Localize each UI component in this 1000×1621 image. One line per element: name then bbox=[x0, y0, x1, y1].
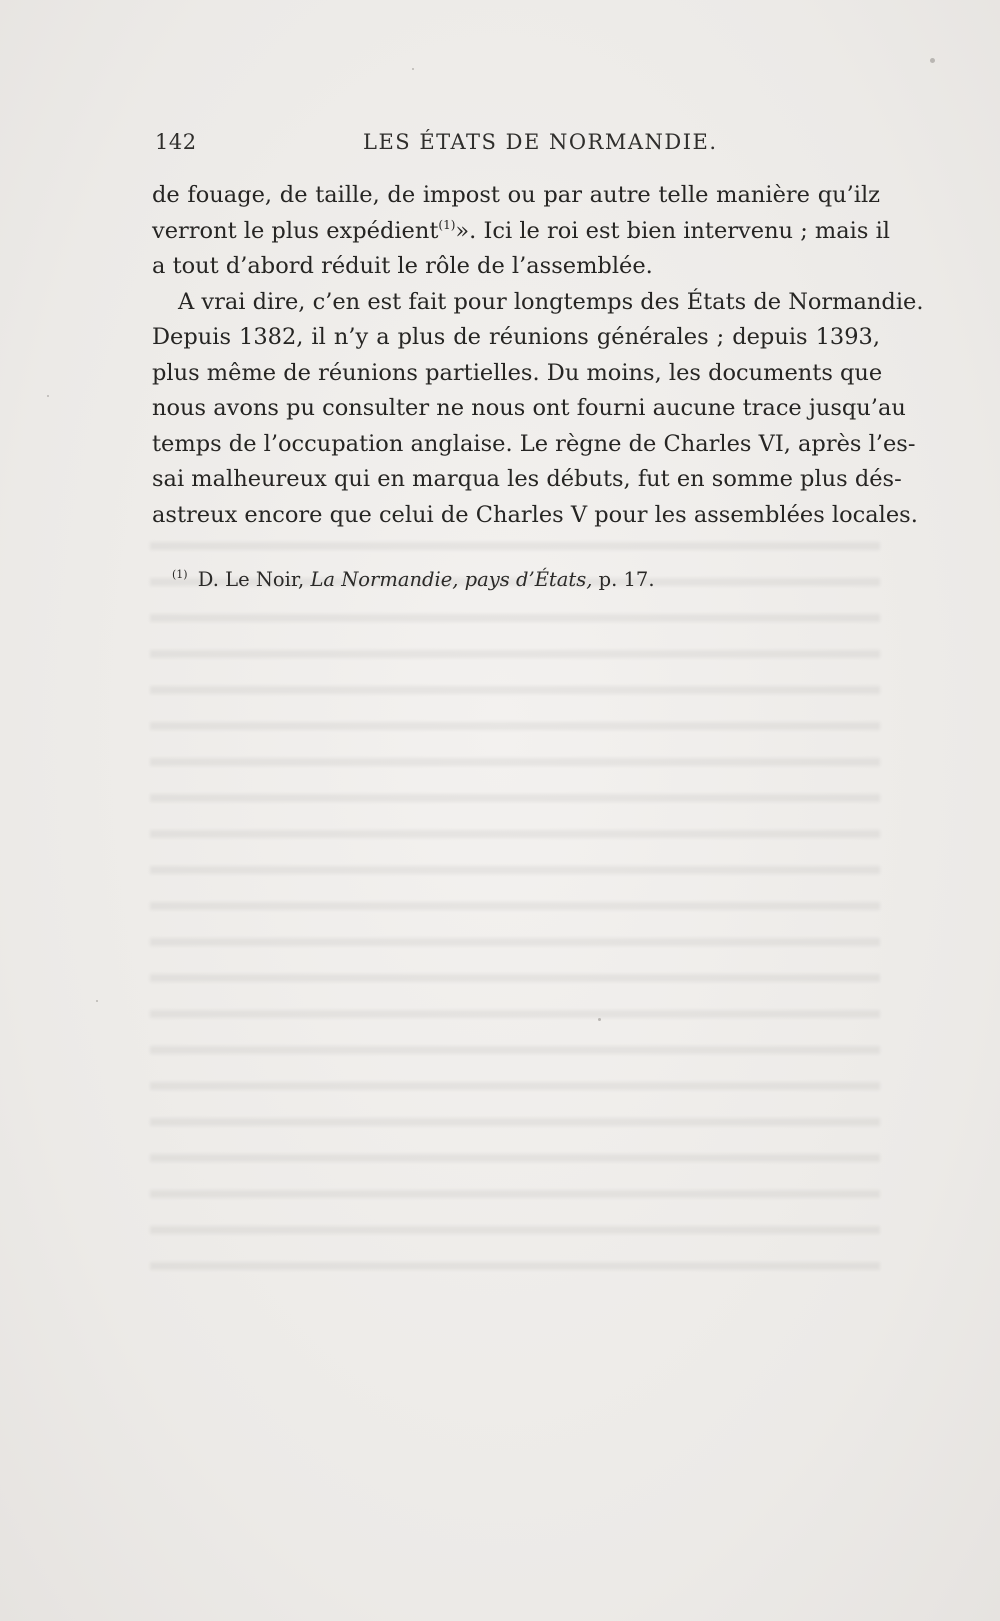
paper-speck bbox=[598, 1018, 601, 1021]
footnote-page: p. 17. bbox=[598, 568, 655, 591]
text-line: de fouage, de taille, de impost ou par autre telle manière qu’ilz bbox=[152, 182, 880, 208]
footnote-reference: (1) bbox=[438, 217, 456, 232]
paper-speck bbox=[930, 58, 935, 63]
show-through-text bbox=[150, 520, 880, 1280]
paper-speck bbox=[47, 395, 49, 397]
text-fragment: verront le plus expédient bbox=[152, 217, 439, 244]
text-line: A vrai dire, c’en est fait pour longtemps des États de Normandie. bbox=[178, 288, 924, 315]
footnote bbox=[172, 568, 872, 591]
running-title: LES ÉTATS DE NORMANDIE. bbox=[363, 130, 718, 154]
text-line bbox=[152, 214, 890, 250]
text-line: sai malheureux qui en marqua les débuts, fut en somme plus dés- bbox=[152, 466, 902, 492]
text-fragment: ». Ici le roi est bien intervenu ; mais il bbox=[455, 217, 890, 244]
text-line: astreux encore que celui de Charles V pour les assemblées locales. bbox=[152, 501, 918, 528]
text-line: temps de l’occupation anglaise. Le règne de Charles VI, après l’es- bbox=[152, 430, 916, 457]
footnote-author: D. Le Noir, bbox=[197, 568, 305, 591]
text-line: nous avons pu consulter ne nous ont fourni aucune trace jusqu’au bbox=[152, 395, 906, 421]
text-line: Depuis 1382, il n’y a plus de réunions générales ; depuis 1393, bbox=[152, 324, 880, 350]
footnote-mark: (1) bbox=[172, 568, 188, 581]
page-header bbox=[155, 130, 875, 162]
text-line: plus même de réunions partielles. Du moins, les documents que bbox=[152, 359, 883, 386]
paper-speck bbox=[96, 1000, 98, 1002]
text-line: a tout d’abord réduit le rôle de l’assemblée. bbox=[152, 253, 653, 279]
paper-speck bbox=[412, 68, 414, 70]
main-text bbox=[152, 178, 924, 533]
page-number: 142 bbox=[155, 130, 197, 154]
footnote-title: La Normandie, pays d’États, bbox=[310, 568, 593, 591]
